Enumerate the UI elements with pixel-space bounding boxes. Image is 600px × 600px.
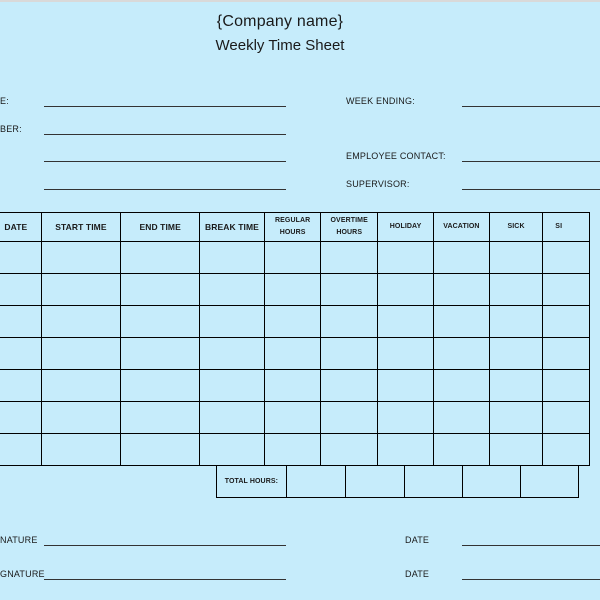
table-cell[interactable] [489, 402, 543, 434]
table-cell[interactable] [321, 434, 378, 466]
table-row [0, 274, 590, 306]
table-row [0, 370, 590, 402]
table-row [0, 338, 590, 370]
table-cell[interactable] [41, 434, 121, 466]
table-cell[interactable] [0, 274, 41, 306]
table-cell[interactable] [543, 274, 590, 306]
table-cell[interactable] [200, 274, 265, 306]
table-row [0, 306, 590, 338]
col-header-si: SI [543, 213, 590, 242]
table-cell[interactable] [378, 306, 434, 338]
table-cell[interactable] [264, 274, 320, 306]
date-label-1: DATE [405, 535, 430, 545]
col-header-holiday: HOLIDAY [378, 213, 434, 242]
table-header-row [0, 213, 590, 242]
date-field-2[interactable] [462, 579, 600, 580]
table-cell[interactable] [489, 306, 543, 338]
table-cell[interactable] [0, 338, 41, 370]
total-hours-label: TOTAL HOURS: [224, 477, 279, 485]
date-field-1[interactable] [462, 545, 600, 546]
col-header-regular-hours: REGULAR HOURS [264, 213, 320, 242]
page-title: Weekly Time Sheet [215, 37, 345, 54]
week-ending-field[interactable] [462, 106, 600, 107]
total-regular-hours-cell[interactable] [286, 465, 345, 497]
company-name: {Company name} [216, 13, 344, 30]
employee-name-label: E: [0, 96, 9, 106]
table-cell[interactable] [543, 402, 590, 434]
table-row [0, 434, 590, 466]
table-cell[interactable] [489, 370, 543, 402]
table-cell[interactable] [543, 338, 590, 370]
table-cell[interactable] [121, 242, 200, 274]
table-cell[interactable] [489, 338, 543, 370]
table-cell[interactable] [378, 274, 434, 306]
top-border [0, 0, 600, 2]
table-cell[interactable] [543, 434, 590, 466]
table-cell[interactable] [543, 242, 590, 274]
table-cell[interactable] [121, 402, 200, 434]
table-cell[interactable] [121, 338, 200, 370]
time-table [0, 212, 590, 466]
employee-number-label: BER: [0, 124, 22, 134]
table-cell[interactable] [378, 434, 434, 466]
table-cell[interactable] [264, 370, 320, 402]
employee-number-field[interactable] [44, 134, 286, 135]
week-ending-label: WEEK ENDING: [346, 96, 415, 106]
table-cell[interactable] [41, 242, 121, 274]
table-cell[interactable] [200, 242, 265, 274]
table-cell[interactable] [434, 306, 490, 338]
col-header-date: DATE [0, 213, 41, 242]
table-cell[interactable] [489, 274, 543, 306]
col-header-vacation: VACATION [434, 213, 490, 242]
employee-signature-field[interactable] [44, 545, 286, 546]
total-vacation-cell[interactable] [462, 465, 520, 497]
supervisor-label: SUPERVISOR: [346, 179, 410, 189]
address-field-1[interactable] [44, 161, 286, 162]
table-cell[interactable] [321, 370, 378, 402]
table-cell[interactable] [321, 402, 378, 434]
table-cell[interactable] [378, 402, 434, 434]
total-overtime-hours-cell[interactable] [345, 465, 404, 497]
employee-signature-label: NATURE [0, 535, 38, 545]
employee-name-field[interactable] [44, 106, 286, 107]
table-cell[interactable] [264, 434, 320, 466]
table-cell[interactable] [378, 370, 434, 402]
table-cell[interactable] [121, 274, 200, 306]
table-cell[interactable] [543, 370, 590, 402]
total-sick-cell[interactable] [520, 465, 578, 497]
table-cell[interactable] [264, 306, 320, 338]
table-cell[interactable] [121, 370, 200, 402]
supervisor-field[interactable] [462, 189, 600, 190]
date-label-2: DATE [405, 569, 430, 579]
employee-contact-field[interactable] [462, 161, 600, 162]
table-cell[interactable] [434, 370, 490, 402]
total-hours-row [216, 465, 579, 498]
table-cell[interactable] [378, 338, 434, 370]
table-cell[interactable] [434, 434, 490, 466]
table-cell[interactable] [121, 306, 200, 338]
table-cell[interactable] [200, 370, 265, 402]
supervisor-signature-label: GNATURE [0, 569, 45, 579]
table-cell[interactable] [543, 306, 590, 338]
table-cell[interactable] [434, 274, 490, 306]
col-header-overtime-hours: OVERTIME HOURS [321, 213, 378, 242]
table-cell[interactable] [41, 274, 121, 306]
table-cell[interactable] [321, 274, 378, 306]
table-cell[interactable] [489, 434, 543, 466]
table-cell[interactable] [41, 338, 121, 370]
table-cell[interactable] [41, 402, 121, 434]
col-header-break-time: BREAK TIME [200, 213, 265, 242]
table-cell[interactable] [200, 306, 265, 338]
table-cell[interactable] [264, 402, 320, 434]
employee-contact-label: EMPLOYEE CONTACT: [346, 151, 446, 161]
col-header-start-time: START TIME [41, 213, 121, 242]
table-cell[interactable] [0, 242, 41, 274]
table-cell[interactable] [321, 338, 378, 370]
table-cell[interactable] [200, 402, 265, 434]
table-cell[interactable] [264, 242, 320, 274]
table-row [0, 242, 590, 274]
table-cell[interactable] [200, 434, 265, 466]
table-cell[interactable] [41, 306, 121, 338]
table-cell[interactable] [0, 434, 41, 466]
table-cell[interactable] [121, 434, 200, 466]
table-cell[interactable] [0, 370, 41, 402]
col-header-end-time: END TIME [121, 213, 200, 242]
table-cell[interactable] [378, 242, 434, 274]
table-row [0, 402, 590, 434]
table-cell[interactable] [41, 370, 121, 402]
table-cell[interactable] [264, 338, 320, 370]
table-cell[interactable] [0, 402, 41, 434]
address-field-2[interactable] [44, 189, 286, 190]
col-header-sick: SICK [489, 213, 543, 242]
total-holiday-cell[interactable] [404, 465, 463, 497]
table-cell[interactable] [489, 242, 543, 274]
table-cell[interactable] [434, 402, 490, 434]
table-cell[interactable] [321, 306, 378, 338]
table-cell[interactable] [321, 242, 378, 274]
table-cell[interactable] [434, 338, 490, 370]
supervisor-signature-field[interactable] [44, 579, 286, 580]
table-cell[interactable] [200, 338, 265, 370]
table-cell[interactable] [434, 242, 490, 274]
table-cell[interactable] [0, 306, 41, 338]
